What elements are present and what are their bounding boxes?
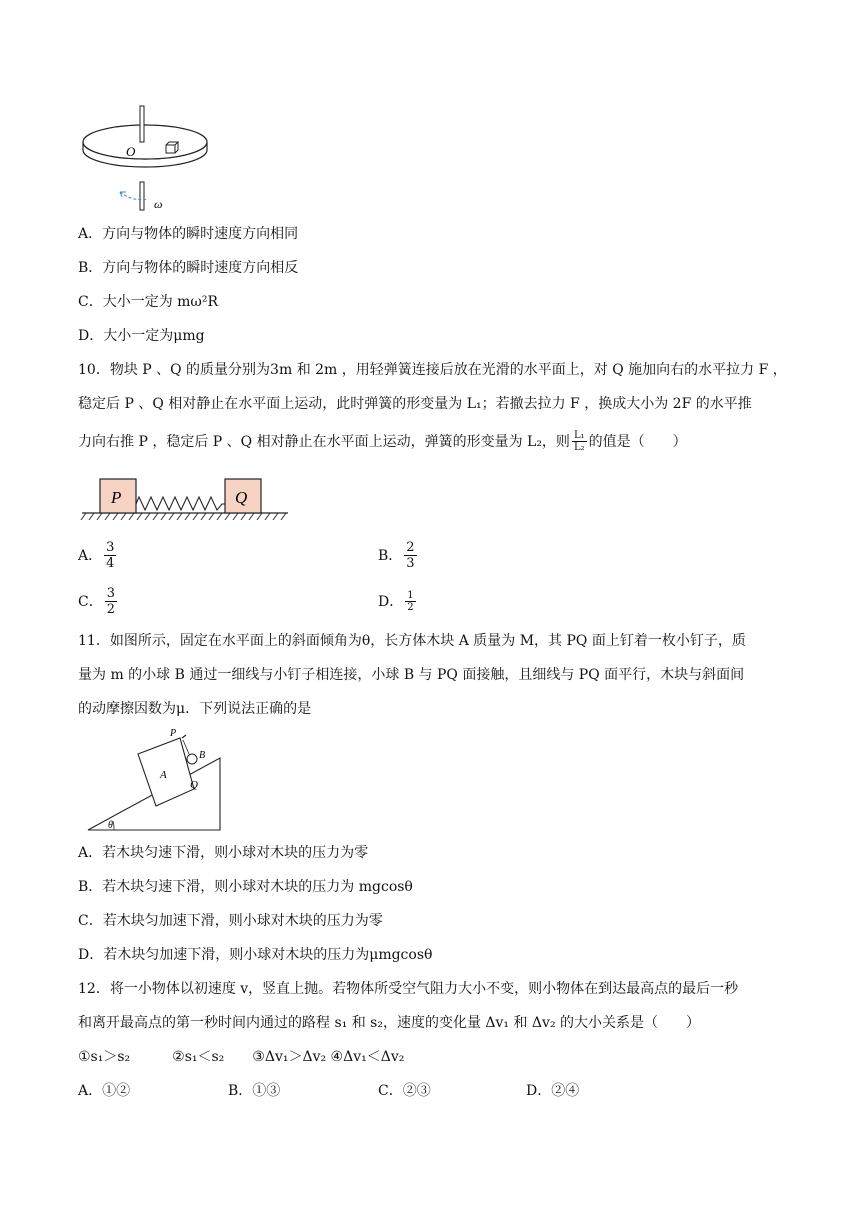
q10-option-d: D． $\frac{1}{2}$ <box>378 589 414 613</box>
q10-ratio-num: L₁ <box>573 429 585 441</box>
q9-option-b: B．方向与物体的瞬时速度方向相反 <box>78 260 299 276</box>
incline-block-figure <box>84 726 230 834</box>
label-omega: ω <box>154 197 163 211</box>
q10-text-line1: 10．物块 P 、Q 的质量分别为3m 和 2m ，用轻弹簧连接后放在光滑的水平面上，对 Q 施加向右的水平拉力 F ， <box>78 362 787 378</box>
q12-text-line1: 12．将一小物体以初速度 v，竖直上抛。若物体所受空气阻力大小不变，则小物体在到达最高点的最后一秒 <box>78 981 739 997</box>
q10-ratio-den: L₂ <box>573 441 585 453</box>
q9-option-d: D．大小一定为μmg <box>78 328 205 344</box>
q12-option-d: D．②④ <box>526 1083 580 1099</box>
q10-text-line3-post: 的值是（ ） <box>588 434 687 450</box>
q10-option-c: C． $\frac{3}{2}$ <box>78 585 115 617</box>
label-theta: θ <box>108 820 113 831</box>
q12-statements: ①s₁＞s₂ ②s₁＜s₂ ③Δv₁＞Δv₂ ④Δv₁＜Δv₂ <box>78 1049 405 1065</box>
q11-option-a: A．若木块匀速下滑，则小球对木块的压力为零 <box>78 845 369 861</box>
q11-option-d: D．若木块匀加速下滑，则小球对木块的压力为μmgcosθ <box>78 947 433 963</box>
q12-option-a: A．①② <box>78 1083 131 1099</box>
label-Q-incline: Q <box>190 779 198 791</box>
q10-text-line3-pre: 力向右推 P ，稳定后 P 、Q 相对静止在水平面上运动，弹簧的形变量为 L₂，则 <box>78 434 570 450</box>
q12-text-line2: 和离开最高点的第一秒时间内通过的路程 s₁ 和 s₂，速度的变化量 Δv₁ 和 Δv₂ 的大小关系是（ ） <box>78 1015 701 1031</box>
q10-text-line2: 稳定后 P 、Q 相对静止在水平面上运动，此时弹簧的形变量为 L₁；若撤去拉力 F ，换成大小为 2F 的水平推 <box>78 396 752 412</box>
label-B: B <box>199 750 206 761</box>
label-P-incline: P <box>170 728 177 739</box>
q9-option-a: A．方向与物体的瞬时速度方向相同 <box>78 226 299 242</box>
label-Q: Q <box>235 488 248 507</box>
q10-option-b: B． $\frac{2}{3}$ <box>378 539 415 571</box>
q10-ratio-fraction <box>572 430 587 453</box>
q11-text-line3: 的动摩擦因数为μ．下列说法正确的是 <box>78 701 312 717</box>
q9-option-c: C．大小一定为 mω²R <box>78 294 219 310</box>
q12-option-c: C．②③ <box>378 1083 431 1099</box>
q11-text-line1: 11．如图所示，固定在水平面上的斜面倾角为θ，长方体木块 A 质量为 M，其 PQ 面上钉着一枚小钉子，质 <box>78 633 746 649</box>
q12-option-b: B．①③ <box>228 1083 281 1099</box>
rotating-disc-figure <box>78 100 218 215</box>
q11-option-c: C．若木块匀加速下滑，则小球对木块的压力为零 <box>78 913 383 929</box>
q11-text-line2: 量为 m 的小球 B 通过一细线与小钉子相连接，小球 B 与 PQ 面接触，且细线与 PQ 面平行，木块与斜面间 <box>78 667 745 683</box>
spring-blocks-figure <box>80 476 292 522</box>
q10-option-a: A． $\frac{3}{4}$ <box>78 539 115 571</box>
label-A: A <box>160 769 167 781</box>
label-P: P <box>111 488 122 507</box>
q10-text-line3 <box>78 421 687 461</box>
label-O: O <box>126 144 136 159</box>
q11-option-b: B．若木块匀速下滑，则小球对木块的压力为 mgcosθ <box>78 879 413 895</box>
